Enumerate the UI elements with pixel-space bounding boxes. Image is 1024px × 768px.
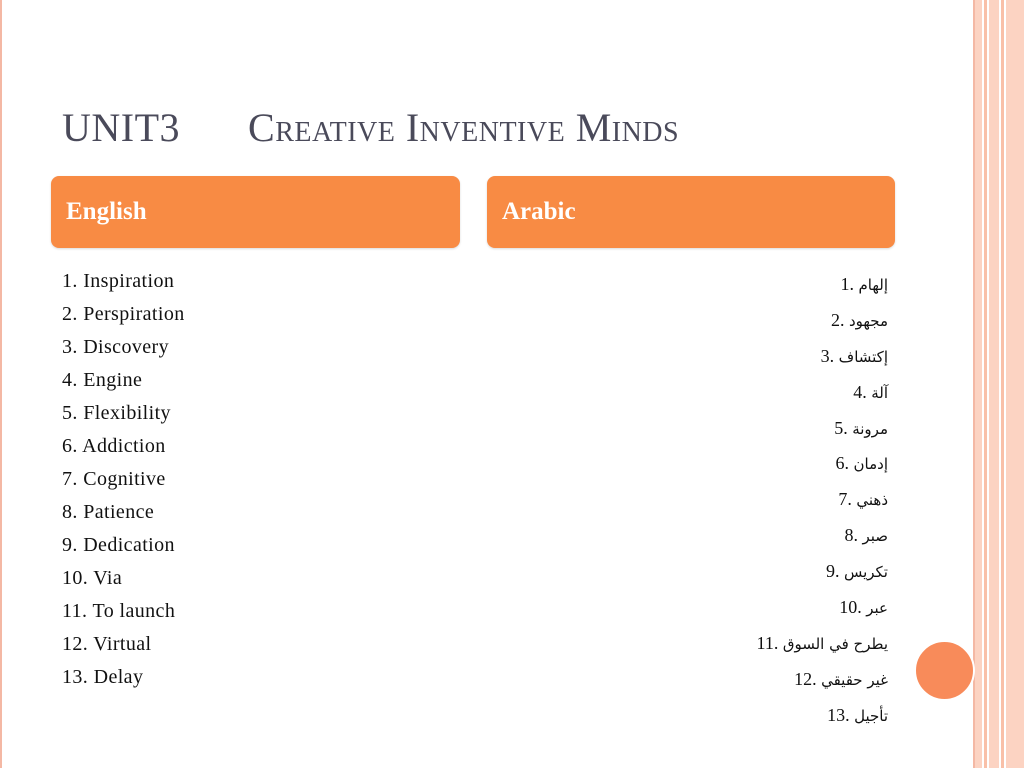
- english-list-item: 12. Virtual: [62, 633, 152, 655]
- arabic-list-item: [757, 592, 889, 628]
- arabic-item-number: 6.: [835, 453, 850, 474]
- arabic-item-number: 4.: [853, 381, 867, 402]
- english-header-label: English: [66, 198, 147, 225]
- arabic-item-text: إكتشاف: [838, 347, 888, 366]
- arabic-item-text: عبر: [866, 599, 888, 618]
- decorative-circle: [914, 640, 975, 701]
- arabic-list-item: [757, 664, 889, 700]
- arabic-item-text: إلهام: [858, 276, 888, 294]
- arabic-item-text: تأجيل: [854, 706, 888, 725]
- arabic-item-text: ذهني: [856, 491, 888, 510]
- arabic-item-text: صبر: [862, 527, 888, 546]
- arabic-item-number: 3.: [820, 345, 835, 366]
- english-list-item: 7. Cognitive: [62, 468, 166, 490]
- arabic-item-number: 12.: [794, 668, 817, 689]
- arabic-item-number: 11.: [756, 632, 779, 653]
- arabic-list-item: [757, 448, 889, 484]
- arabic-list-item: [757, 700, 889, 736]
- arabic-list-item: [757, 520, 889, 556]
- unit-subtitle: Creative Inventive Minds: [248, 105, 680, 150]
- arabic-header-label: Arabic: [502, 198, 576, 225]
- unit-label: UNIT3: [62, 105, 181, 150]
- english-list-item: 11. To launch: [62, 600, 176, 622]
- arabic-list-item: [757, 556, 889, 592]
- arabic-header-box: [487, 176, 895, 248]
- arabic-item-number: 2.: [830, 309, 845, 330]
- english-list-item: 1. Inspiration: [62, 270, 175, 292]
- arabic-item-text: آلة: [871, 383, 888, 402]
- arabic-list-item: [757, 269, 889, 305]
- decorative-stripes: [975, 0, 1024, 768]
- english-vocabulary-list: [62, 267, 185, 696]
- arabic-list-item: [757, 341, 889, 377]
- english-list-item: 8. Patience: [62, 501, 155, 523]
- arabic-item-number: 13.: [827, 704, 850, 725]
- arabic-item-number: 5.: [834, 417, 848, 438]
- arabic-list-item: [757, 628, 889, 664]
- arabic-item-number: 10.: [839, 597, 862, 618]
- arabic-item-number: 1.: [840, 274, 854, 294]
- arabic-vocabulary-list: [757, 269, 889, 736]
- english-list-item: 9. Dedication: [62, 534, 175, 556]
- arabic-list-item: [757, 377, 889, 413]
- arabic-item-number: 8.: [844, 525, 858, 546]
- arabic-item-text: يطرح في السوق: [782, 634, 888, 653]
- arabic-list-item: [757, 305, 889, 341]
- arabic-item-text: غير حقيقي: [821, 670, 888, 689]
- slide-title: [62, 104, 679, 151]
- arabic-item-text: إدمان: [853, 455, 888, 474]
- arabic-item-text: تكريس: [843, 563, 888, 582]
- arabic-list-item: [757, 484, 889, 520]
- english-list-item: 4. Engine: [62, 369, 143, 391]
- english-list-item: 2. Perspiration: [62, 303, 185, 325]
- arabic-list-item: [757, 413, 889, 449]
- english-list-item: 3. Discovery: [62, 336, 169, 358]
- arabic-item-number: 7.: [838, 489, 852, 510]
- english-list-item: 5. Flexibility: [62, 402, 171, 424]
- arabic-item-text: مجهود: [848, 311, 888, 330]
- arabic-item-number: 9.: [825, 561, 840, 582]
- english-list-item: 10. Via: [62, 567, 123, 589]
- english-list-item: 13. Delay: [62, 666, 144, 688]
- english-header-box: [51, 176, 460, 248]
- arabic-item-text: مرونة: [852, 419, 888, 438]
- english-list-item: 6. Addiction: [62, 435, 166, 457]
